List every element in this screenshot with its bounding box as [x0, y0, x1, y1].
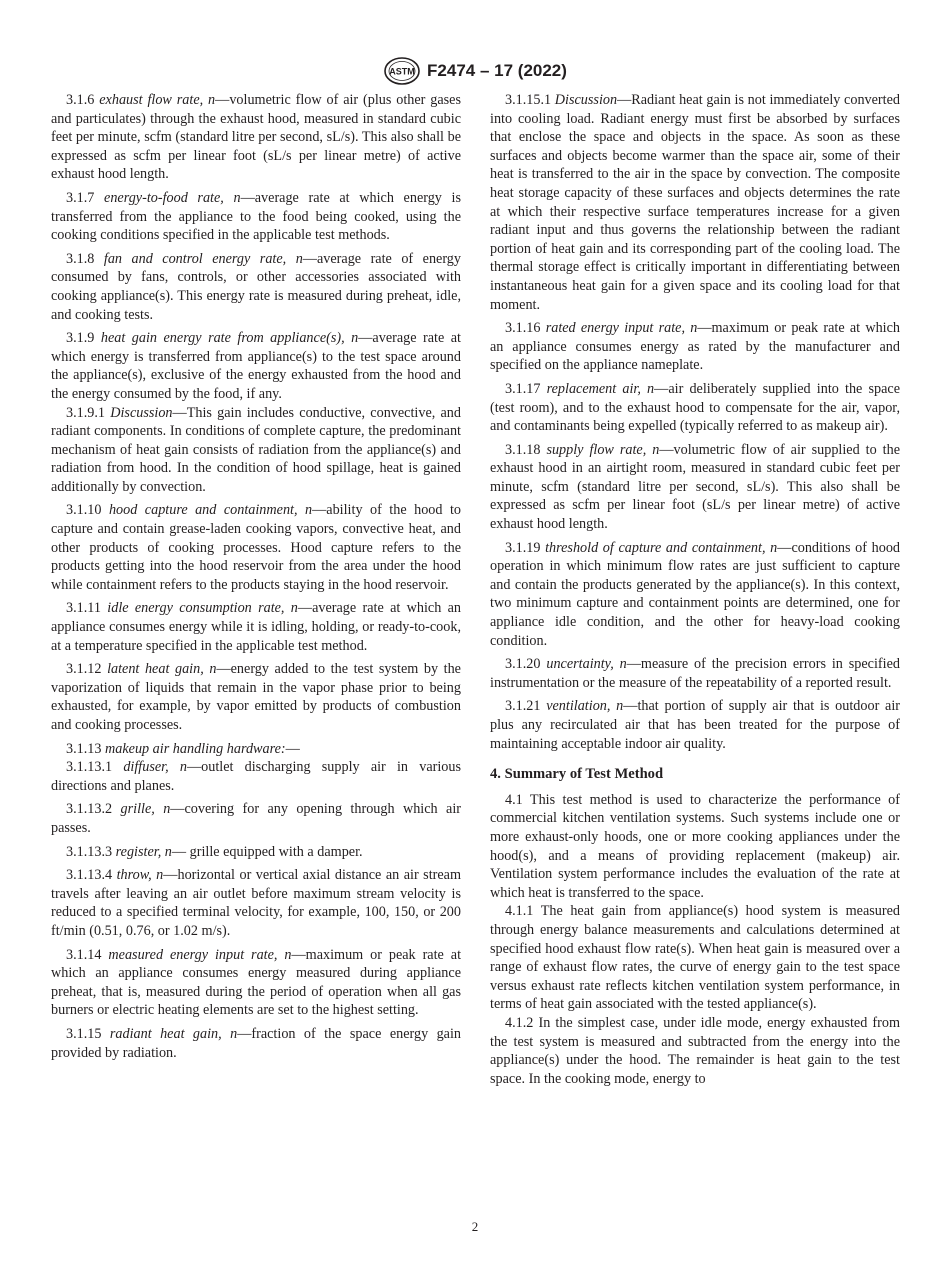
definition-3-1-6: 3.1.6 exhaust flow rate, n—volumetric flow of air (plus other gases and particulates) through the exhaust hood, measured in standard cubic feet per minute, scfm (standard litre per second, sL/s). This also shall be expressed as scfm per linear foot (sL/s per linear metre) of active exhaust hood length.	[51, 92, 462, 183]
astm-logo-text: ASTM	[389, 66, 415, 77]
section-heading-summary: 4. Summary of Test Method	[490, 766, 664, 783]
definition-3-1-18: 3.1.18 supply flow rate, n—volumetric flow of air supplied to the exhaust hood in an airtight room, measured in standard cubic feet per minute, scfm (standard litre per second, sL/s). This also shall be expressed as scfm per linear foot (sL/s per linear metre) of active exhaust hood length.	[490, 441, 900, 533]
definition-3-1-13: 3.1.13 makeup air handling hardware:—	[66, 740, 300, 757]
definition-3-1-13-4: 3.1.13.4 throw, n—horizontal or vertical axial distance an air stream travels after leaving an air outlet before maximum stream velocity is reduced to a specified terminal velocity, for example, 100, 150, or 200 ft/min (0.51, 0.76, or 1.02 m/s).	[51, 867, 461, 939]
right-column	[490, 91, 900, 1088]
definition-3-1-7: 3.1.7 energy-to-food rate, n—average rate at which energy is transferred from the appliance to the food being cooked, using the cooking conditions specified in the applicable test methods.	[51, 189, 461, 244]
definition-3-1-13-3: 3.1.13.3 register, n— grille equipped with a damper.	[66, 843, 363, 860]
definition-3-1-17: 3.1.17 replacement air, n—air deliberately supplied into the space (test room), and to the exhaust hood to compensate for the air, vapor, and contaminants being expelled (typically referred to as makeup air).	[490, 380, 901, 435]
standard-designation: F2474 – 17 (2022)	[427, 61, 567, 80]
page-header	[0, 56, 950, 86]
definition-3-1-14: 3.1.14 measured energy input rate, n—maximum or peak rate at which an appliance consumes energy measured during appliance preheat, that is, measured during the period of operation when all gas burners or electric heating elements are set to the highest setting.	[51, 946, 462, 1019]
definition-3-1-11: 3.1.11 idle energy consumption rate, n—average rate at which an appliance consumes energy while it is idling, holding, or ready-to-cook, at a temperature specified in the applicable test method.	[51, 600, 461, 654]
astm-logo-icon	[383, 56, 421, 86]
definition-3-1-20: 3.1.20 uncertainty, n—measure of the precision errors in specified instrumentation or the measure of the repeatability of a reported result.	[490, 656, 900, 691]
definition-3-1-19: 3.1.19 threshold of capture and containment, n—conditions of hood operation in which minimum flow rates are just sufficient to capture and contain the products generated by the appliance(s). In this context, two minimum capture and containment points are determined, one for appliance idle condition, and the other for heavy-load cooking condition.	[490, 539, 901, 649]
definition-3-1-13-2: 3.1.13.2 grille, n—covering for any opening through which air passes.	[51, 801, 461, 836]
paragraph-4-1-2: 4.1.2 In the simplest case, under idle mode, energy exhausted from the test system is measured and subtracted from the energy into the appliance(s) under the hood. The remainder is heat gain to the test space. In the cooking mode, energy to	[490, 1014, 900, 1087]
definition-3-1-13-1: 3.1.13.1 diffuser, n—outlet discharging supply air in various directions and planes.	[51, 759, 461, 794]
definition-3-1-10: 3.1.10 hood capture and containment, n—ability of the hood to capture and contain grease-laden cooking vapors, convective heat, and other products of cooking processes. Hood capture refers to the products getting into the hood reservoir from the area under the hood while containment refers to the products staying in the hood reservoir.	[51, 502, 461, 593]
discussion-3-1-9-1: 3.1.9.1 Discussion—This gain includes conductive, convective, and radiant components. In conditions of complete capture, the predominant mechanism of heat gain consists of radiation from the appliance(s) and radiation from hood. In the condition of hood spillage, heat is gained additionally by convection.	[51, 404, 461, 495]
definition-3-1-8: 3.1.8 fan and control energy rate, n—average rate of energy consumed by fans, controls, or other accessories associated with cooking appliance(s). This energy rate is measured during preheat, idle, and cooking tests.	[51, 250, 461, 323]
definition-3-1-21: 3.1.21 ventilation, n—that portion of supply air that is outdoor air plus any recirculated air that has been treated for the purpose of maintaining acceptable indoor air quality.	[490, 698, 901, 752]
definition-3-1-12: 3.1.12 latent heat gain, n—energy added to the test system by the vaporization of liquids that remain in the vapor phase prior to being exhausted, for example, by vapor emitted by products of combustion and cooking processes.	[51, 661, 461, 733]
page-number: 2	[471, 1219, 479, 1234]
definition-3-1-16: 3.1.16 rated energy input rate, n—maximum or peak rate at which an appliance consumes energy as rated by the manufacturer and specified on the appliance nameplate.	[490, 320, 900, 374]
paragraph-4-1: 4.1 This test method is used to characterize the performance of commercial kitchen ventilation systems. Such systems include one or more exhaust-only hoods, one or more cooking appliances under the hood(s), and a means of providing replacement (makeup) air. Ventilation system performance includes the evaluation of the rate at which heat is transferred to the space.	[490, 791, 900, 901]
paragraph-4-1-1: 4.1.1 The heat gain from appliance(s) hood system is measured through energy balance measurements and calculations determined at specified hood exhaust flow rate(s). When heat gain is measured over a range of exhaust flow rates, the curve of energy gain to the test space versus exhaust rate reflects kitchen ventilation system performance, in terms of heat gain associated with the tested appliance(s).	[490, 903, 900, 1013]
definition-3-1-15: 3.1.15 radiant heat gain, n—fraction of the space energy gain provided by radiation.	[51, 1025, 461, 1061]
left-column	[51, 91, 461, 1067]
definition-3-1-9: 3.1.9 heat gain energy rate from appliance(s), n—average rate at which energy is transferred from appliance(s) to the test space around the appliance(s), exclusive of the energy exhausted from the hood and the energy consumed by the food, if any.	[51, 330, 462, 402]
discussion-3-1-15-1: 3.1.15.1 Discussion—Radiant heat gain is not immediately converted into cooling load. Radiant energy must first be absorbed by surfaces that enclose the space and objects in the space. As soon as these surfaces and objects become warmer than the space air, some of their heat is transferred to the air in the space by convection. The composite heat storage capacity of these surfaces and objects determines the rate at which their respective surface temperatures increase for a given radiant input and thus governs the relationship between the radiant portion of heat gain and its corresponding part of the cooling load. The thermal storage effect is critically important in differentiating between instantaneous heat gain for a given space and its cooling load for that moment.	[490, 92, 900, 313]
